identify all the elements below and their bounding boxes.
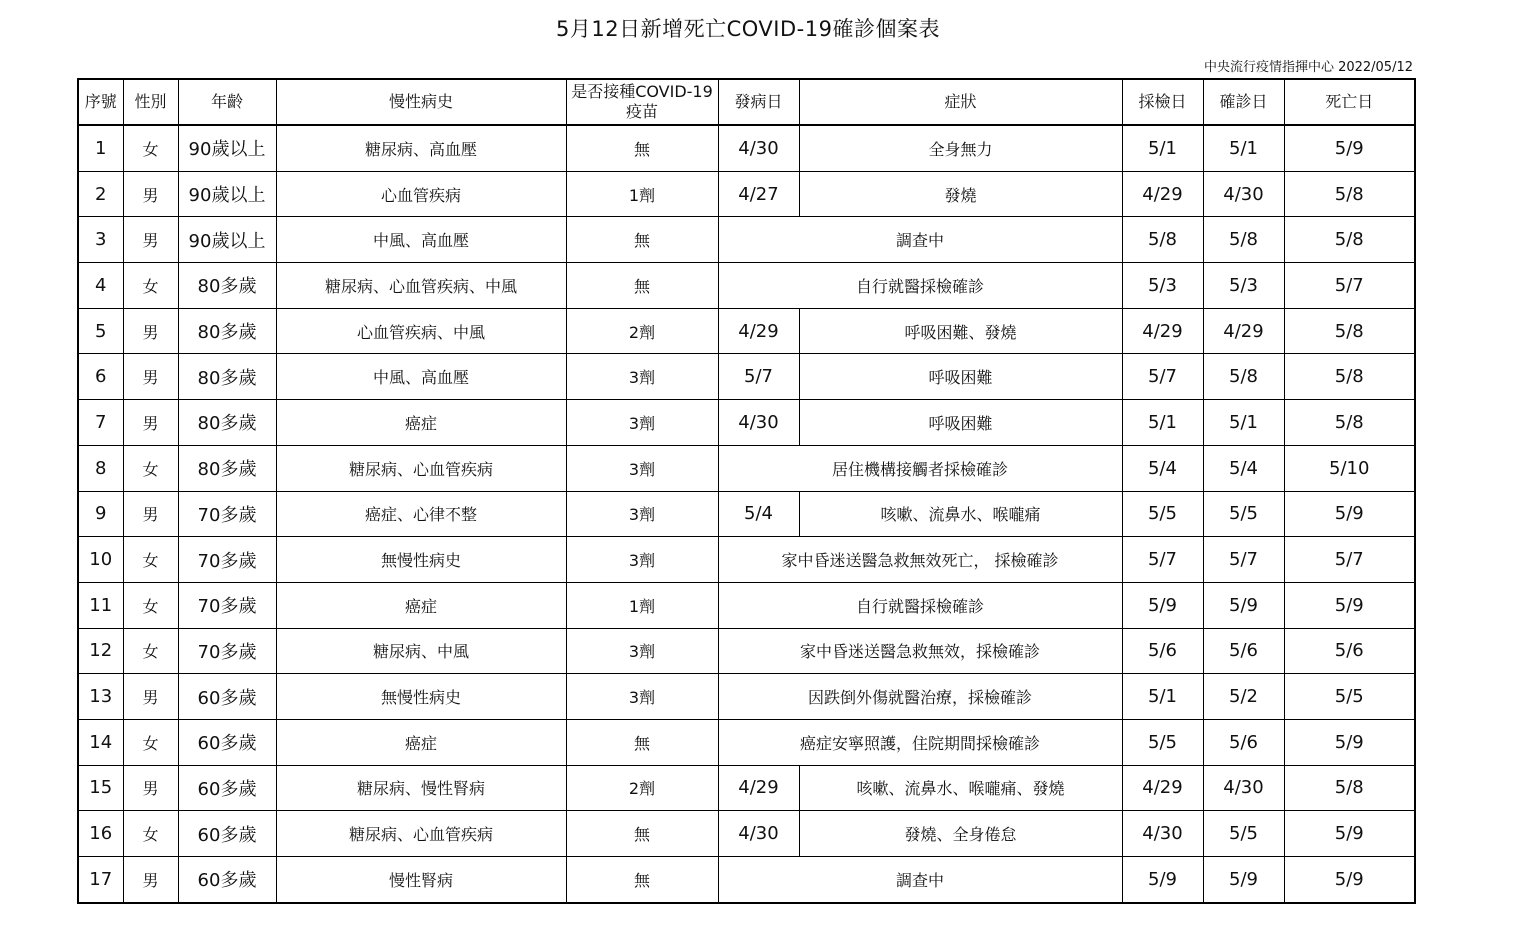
- cell-symptoms: 呼吸困難: [799, 400, 1122, 446]
- cell-vaccine: 無: [566, 125, 718, 171]
- cell-age: 70多歲: [178, 628, 276, 674]
- cell-onset-and-symptoms: 家中昏迷送醫急救無效，採檢確診: [718, 628, 1122, 674]
- cell-seq: 3: [78, 217, 123, 263]
- cell-test-date: 5/7: [1122, 354, 1203, 400]
- cell-death-date: 5/7: [1284, 537, 1415, 583]
- cell-test-date: 5/5: [1122, 719, 1203, 765]
- cell-death-date: 5/8: [1284, 171, 1415, 217]
- table-row: [78, 354, 1415, 400]
- header-chronic-history: 慢性病史: [276, 79, 566, 125]
- cell-seq: 12: [78, 628, 123, 674]
- cell-confirm-date: 5/6: [1203, 719, 1284, 765]
- cell-symptoms: 發燒、全身倦怠: [799, 811, 1122, 857]
- cell-sex: 男: [123, 765, 178, 811]
- cell-death-date: 5/5: [1284, 674, 1415, 720]
- cell-vaccine: 2劑: [566, 765, 718, 811]
- cell-vaccine: 3劑: [566, 674, 718, 720]
- cell-seq: 2: [78, 171, 123, 217]
- cell-age: 80多歲: [178, 308, 276, 354]
- cell-vaccine: 3劑: [566, 445, 718, 491]
- cell-chronic-history: 中風、高血壓: [276, 217, 566, 263]
- cell-seq: 13: [78, 674, 123, 720]
- cell-age: 80多歲: [178, 354, 276, 400]
- cell-sex: 男: [123, 857, 178, 903]
- cell-vaccine: 2劑: [566, 308, 718, 354]
- cell-sex: 男: [123, 171, 178, 217]
- cell-confirm-date: 4/30: [1203, 765, 1284, 811]
- cell-vaccine: 無: [566, 263, 718, 309]
- cell-chronic-history: 癌症、心律不整: [276, 491, 566, 537]
- death-cases-table: [77, 78, 1416, 904]
- cell-chronic-history: 癌症: [276, 719, 566, 765]
- cell-test-date: 5/3: [1122, 263, 1203, 309]
- cell-onset-date: 4/29: [718, 765, 799, 811]
- cell-death-date: 5/10: [1284, 445, 1415, 491]
- cell-chronic-history: 糖尿病、心血管疾病: [276, 445, 566, 491]
- cell-age: 60多歲: [178, 719, 276, 765]
- table-row: [78, 857, 1415, 903]
- cell-seq: 17: [78, 857, 123, 903]
- cell-chronic-history: 癌症: [276, 400, 566, 446]
- cell-seq: 8: [78, 445, 123, 491]
- cell-onset-date: 5/7: [718, 354, 799, 400]
- cell-age: 60多歲: [178, 674, 276, 720]
- cell-seq: 6: [78, 354, 123, 400]
- cell-confirm-date: 5/5: [1203, 811, 1284, 857]
- cell-death-date: 5/9: [1284, 491, 1415, 537]
- cell-confirm-date: 5/4: [1203, 445, 1284, 491]
- cell-test-date: 4/29: [1122, 171, 1203, 217]
- table-row: [78, 628, 1415, 674]
- cell-age: 70多歲: [178, 537, 276, 583]
- table-row: [78, 582, 1415, 628]
- cell-confirm-date: 5/1: [1203, 400, 1284, 446]
- cell-age: 60多歲: [178, 857, 276, 903]
- cell-confirm-date: 5/9: [1203, 582, 1284, 628]
- cell-age: 70多歲: [178, 582, 276, 628]
- cell-sex: 女: [123, 719, 178, 765]
- cell-death-date: 5/8: [1284, 217, 1415, 263]
- cell-chronic-history: 糖尿病、心血管疾病、中風: [276, 263, 566, 309]
- cell-chronic-history: 慢性腎病: [276, 857, 566, 903]
- cell-seq: 16: [78, 811, 123, 857]
- cell-onset-and-symptoms: 自行就醫採檢確診: [718, 263, 1122, 309]
- header-death-date: 死亡日: [1284, 79, 1415, 125]
- cell-chronic-history: 中風、高血壓: [276, 354, 566, 400]
- header-test-date: 採檢日: [1122, 79, 1203, 125]
- cell-vaccine: 無: [566, 719, 718, 765]
- cell-test-date: 5/8: [1122, 217, 1203, 263]
- cell-seq: 5: [78, 308, 123, 354]
- cell-test-date: 5/6: [1122, 628, 1203, 674]
- cell-chronic-history: 心血管疾病、中風: [276, 308, 566, 354]
- cell-seq: 1: [78, 125, 123, 171]
- cell-vaccine: 無: [566, 811, 718, 857]
- cell-death-date: 5/7: [1284, 263, 1415, 309]
- cell-age: 70多歲: [178, 491, 276, 537]
- cell-onset-and-symptoms: 自行就醫採檢確診: [718, 582, 1122, 628]
- cell-symptoms: 呼吸困難、發燒: [799, 308, 1122, 354]
- cell-age: 80多歲: [178, 400, 276, 446]
- cell-death-date: 5/9: [1284, 719, 1415, 765]
- cell-death-date: 5/8: [1284, 400, 1415, 446]
- cell-confirm-date: 5/5: [1203, 491, 1284, 537]
- table-row: [78, 537, 1415, 583]
- cell-chronic-history: 癌症: [276, 582, 566, 628]
- cell-death-date: 5/9: [1284, 125, 1415, 171]
- cell-onset-date: 4/30: [718, 400, 799, 446]
- cell-test-date: 4/29: [1122, 765, 1203, 811]
- cell-onset-date: 4/27: [718, 171, 799, 217]
- cell-test-date: 5/9: [1122, 582, 1203, 628]
- cell-vaccine: 無: [566, 857, 718, 903]
- cell-sex: 女: [123, 125, 178, 171]
- cell-onset-and-symptoms: 因跌倒外傷就醫治療，採檢確診: [718, 674, 1122, 720]
- cell-seq: 14: [78, 719, 123, 765]
- cell-test-date: 5/7: [1122, 537, 1203, 583]
- table-row: [78, 263, 1415, 309]
- table-row: [78, 171, 1415, 217]
- cell-test-date: 5/1: [1122, 400, 1203, 446]
- cell-vaccine: 3劑: [566, 491, 718, 537]
- cell-chronic-history: 糖尿病、慢性腎病: [276, 765, 566, 811]
- cell-age: 90歲以上: [178, 171, 276, 217]
- cell-death-date: 5/8: [1284, 354, 1415, 400]
- table-body: [78, 125, 1415, 903]
- cell-sex: 男: [123, 308, 178, 354]
- table-row: [78, 445, 1415, 491]
- cell-vaccine: 3劑: [566, 628, 718, 674]
- cell-test-date: 5/9: [1122, 857, 1203, 903]
- cell-seq: 15: [78, 765, 123, 811]
- cell-confirm-date: 5/7: [1203, 537, 1284, 583]
- header-seq: 序號: [78, 79, 123, 125]
- cell-sex: 女: [123, 811, 178, 857]
- cell-sex: 男: [123, 217, 178, 263]
- cell-sex: 男: [123, 491, 178, 537]
- cell-vaccine: 1劑: [566, 582, 718, 628]
- cell-chronic-history: 無慢性病史: [276, 674, 566, 720]
- cell-chronic-history: 糖尿病、中風: [276, 628, 566, 674]
- page-title: 5月12日新增死亡COVID-19確診個案表: [556, 17, 940, 41]
- cell-sex: 男: [123, 354, 178, 400]
- cell-onset-and-symptoms: 調查中: [718, 217, 1122, 263]
- cell-chronic-history: 無慢性病史: [276, 537, 566, 583]
- header-symptoms: 症狀: [799, 79, 1122, 125]
- cell-sex: 女: [123, 628, 178, 674]
- cell-death-date: 5/8: [1284, 765, 1415, 811]
- cell-vaccine: 3劑: [566, 537, 718, 583]
- cell-chronic-history: 心血管疾病: [276, 171, 566, 217]
- cell-seq: 4: [78, 263, 123, 309]
- cell-sex: 男: [123, 674, 178, 720]
- table-row: [78, 491, 1415, 537]
- cell-seq: 11: [78, 582, 123, 628]
- cell-test-date: 5/1: [1122, 674, 1203, 720]
- table-row: [78, 400, 1415, 446]
- cell-age: 80多歲: [178, 263, 276, 309]
- table-header-row: [78, 79, 1415, 125]
- cell-confirm-date: 5/3: [1203, 263, 1284, 309]
- cell-onset-and-symptoms: 癌症安寧照護，住院期間採檢確診: [718, 719, 1122, 765]
- cell-sex: 女: [123, 582, 178, 628]
- cell-onset-date: 4/30: [718, 811, 799, 857]
- cell-sex: 男: [123, 400, 178, 446]
- cell-confirm-date: 5/2: [1203, 674, 1284, 720]
- table-row: [78, 719, 1415, 765]
- cell-age: 90歲以上: [178, 125, 276, 171]
- cell-age: 90歲以上: [178, 217, 276, 263]
- cell-death-date: 5/9: [1284, 857, 1415, 903]
- cell-symptoms: 咳嗽、流鼻水、喉嚨痛: [799, 491, 1122, 537]
- cell-age: 60多歲: [178, 765, 276, 811]
- cell-chronic-history: 糖尿病、心血管疾病: [276, 811, 566, 857]
- cell-test-date: 5/5: [1122, 491, 1203, 537]
- cell-symptoms: 發燒: [799, 171, 1122, 217]
- cell-test-date: 5/1: [1122, 125, 1203, 171]
- cell-onset-date: 4/30: [718, 125, 799, 171]
- cell-vaccine: 3劑: [566, 400, 718, 446]
- cell-onset-and-symptoms: 家中昏迷送醫急救無效死亡， 採檢確診: [718, 537, 1122, 583]
- cell-confirm-date: 4/29: [1203, 308, 1284, 354]
- cell-confirm-date: 5/6: [1203, 628, 1284, 674]
- cell-test-date: 5/4: [1122, 445, 1203, 491]
- cell-death-date: 5/6: [1284, 628, 1415, 674]
- table-row: [78, 765, 1415, 811]
- cell-sex: 女: [123, 537, 178, 583]
- cell-death-date: 5/9: [1284, 811, 1415, 857]
- header-age: 年齡: [178, 79, 276, 125]
- cell-sex: 女: [123, 263, 178, 309]
- cell-confirm-date: 5/8: [1203, 217, 1284, 263]
- cell-onset-and-symptoms: 調查中: [718, 857, 1122, 903]
- cell-confirm-date: 5/9: [1203, 857, 1284, 903]
- table-row: [78, 811, 1415, 857]
- cell-age: 60多歲: [178, 811, 276, 857]
- cell-onset-date: 5/4: [718, 491, 799, 537]
- cell-symptoms: 呼吸困難: [799, 354, 1122, 400]
- cell-onset-and-symptoms: 居住機構接觸者採檢確診: [718, 445, 1122, 491]
- header-onset-date: 發病日: [718, 79, 799, 125]
- header-confirm-date: 確診日: [1203, 79, 1284, 125]
- cell-chronic-history: 糖尿病、高血壓: [276, 125, 566, 171]
- cell-death-date: 5/8: [1284, 308, 1415, 354]
- cell-seq: 10: [78, 537, 123, 583]
- table-row: [78, 308, 1415, 354]
- cell-test-date: 4/30: [1122, 811, 1203, 857]
- cell-sex: 女: [123, 445, 178, 491]
- cell-vaccine: 1劑: [566, 171, 718, 217]
- cell-death-date: 5/9: [1284, 582, 1415, 628]
- cell-confirm-date: 5/8: [1203, 354, 1284, 400]
- header-vaccine: 是否接種COVID-19疫苗: [566, 79, 718, 125]
- table-row: [78, 125, 1415, 171]
- cell-seq: 9: [78, 491, 123, 537]
- table-row: [78, 674, 1415, 720]
- cell-symptoms: 咳嗽、流鼻水、喉嚨痛、發燒: [799, 765, 1122, 811]
- cell-vaccine: 3劑: [566, 354, 718, 400]
- cell-vaccine: 無: [566, 217, 718, 263]
- cell-seq: 7: [78, 400, 123, 446]
- source-and-date: 中央流行疫情指揮中心 2022/05/12: [1203, 60, 1413, 75]
- cell-age: 80多歲: [178, 445, 276, 491]
- cell-test-date: 4/29: [1122, 308, 1203, 354]
- cell-onset-date: 4/29: [718, 308, 799, 354]
- cell-confirm-date: 4/30: [1203, 171, 1284, 217]
- header-sex: 性別: [123, 79, 178, 125]
- cell-confirm-date: 5/1: [1203, 125, 1284, 171]
- cell-symptoms: 全身無力: [799, 125, 1122, 171]
- table-row: [78, 217, 1415, 263]
